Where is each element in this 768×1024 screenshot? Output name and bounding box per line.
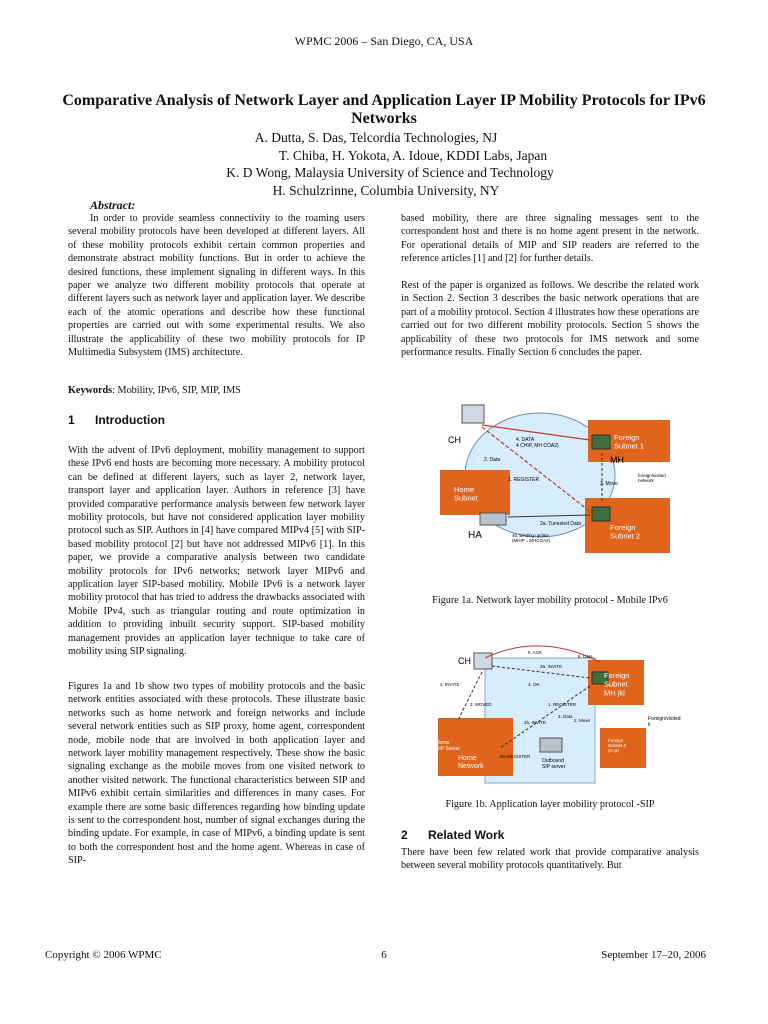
laptop-icon	[592, 435, 610, 449]
computer-icon	[462, 405, 484, 423]
server-icon	[540, 738, 562, 752]
outbound-label: Outbound SIP server	[542, 758, 566, 770]
visited-label: Foreign/visited k	[648, 716, 681, 728]
reinvite-label: 3a. INVITE	[540, 664, 563, 669]
home-subnet-box	[440, 470, 510, 515]
paragraph-text: Rest of the paper is organized as follows. We describe the related work in Section 2. Section 3 describes the basic network operations that are part of a mobility protocol. Section 4 illustrates how these operations are carried out for two different mobility protocols. Section 5 shows the applicability of these two protocols for IMS network and some performance results. Finally Section 6 concludes the paper.	[401, 280, 699, 359]
related-work-paragraph	[401, 846, 699, 873]
foreign-subnet-label: Foreign Subnet MH jkl	[604, 671, 630, 698]
section-heading-related-work	[401, 828, 504, 842]
section-title: Introduction	[95, 413, 165, 427]
home-network-label: Home Network	[458, 755, 484, 771]
tunnel-label: 2a. Tunneled Data	[540, 521, 581, 527]
reinvite2-label: 4b. INVITE	[524, 720, 547, 725]
right-paragraph-1	[401, 212, 699, 266]
move-label: 3. Move	[600, 481, 618, 487]
author-list	[0, 129, 768, 199]
figure-1a-diagram	[420, 395, 675, 555]
keywords	[68, 384, 365, 397]
paragraph-text: With the advent of IPv6 deployment, mobility management to support these IPv6 end hosts are becoming more necessary. A mobility protocol can be defined at different layers, such as layer 2, network layer, transport layer and application layer. Authors in reference [3] have provided comparative performance analysis between few network layer mobility protocols, but have not considered application layer mobility protocol such as SIP. Authors in [4] have compared MIPv4 [5] with SIP-based mobility protocol [2] but have not addressed MIPv6 [1]. In this paper, we provide a comparative analysis between two candidate mobility protocols for IPv6 networks; network layer MIPv6 and application layer SIP-based mobility. Mobile IPv6 is a network layer mobility protocol that has tried to address the drawbacks associated with Mobile IPv4, such as triangular routing and route optimization in addition to providing inbuilt security support. SIP-based mobility management provides an application layer technique to take care of mobility using SIP signaling.	[68, 445, 365, 658]
abstract-body	[68, 212, 365, 359]
author-line: H. Schulzrinne, Columbia University, NY	[272, 182, 500, 198]
ack-label: 5. ACK	[528, 650, 543, 655]
paragraph-text: Figures 1a and 1b show two types of mobility protocols and the basic network entities associated with these protocols. These illustrate basic networks such as home network and foreign networks and include several network entities such as SIP proxy, home agent, correspondent node, mobile node that are involved in both application layer and network layer mobility management respectively. These show the basic signaling exchange as the mobile moves from one visited network to another visited network. The functional characteristics between SIP and MIPv6 exhibit certain similarities and differences in many cases. For example there are some basic differences regarding how binding update is sent to the correspondent host, number of signal exchanges during the binding update. For example, in case of MIPv6, a binding update is sent to both the correspondent host and the home agent. Whereas in case of SIP-	[68, 681, 365, 867]
data2-label: 2. Data	[484, 457, 501, 463]
invite-label: 2. INVITE	[440, 682, 460, 687]
data-label: 6. Data	[578, 654, 593, 659]
ok-label: 4. OK	[528, 682, 540, 687]
moved-label: 3. MOVED	[470, 702, 492, 707]
paragraph-text: There have been few related work that provide comparative analysis between several mobility protocols quantitatively. But	[401, 847, 699, 872]
mh-label: MH	[610, 455, 624, 465]
section-number: 1	[68, 413, 75, 427]
running-header: WPMC 2006 – San Diego, CA, USA	[294, 34, 474, 48]
data3-label: 3. Data	[558, 714, 573, 719]
data-label: 4. DATA 4 CHIP, MH COA2)	[516, 437, 559, 449]
section-number: 2	[401, 828, 408, 842]
binding-label: 4b. binding update (MHIP→MHCOA2)	[512, 533, 550, 544]
paper-title: Comparative Analysis of Network Layer and Application Layer IP Mobility Protocols for IPv6 Networks	[62, 92, 706, 127]
home-subnet-label: Home Subnet	[454, 485, 478, 503]
foreign-subnet-1-label: Foreign Subnet 1	[614, 433, 645, 451]
ch-label: CH	[458, 656, 471, 666]
abstract-heading: Abstract:	[90, 198, 136, 212]
author-line: K. D Wong, Malaysia University of Science and Technology	[226, 165, 554, 180]
page-number: 6	[381, 949, 387, 961]
invite-arrow	[458, 672, 482, 720]
register-label: 1. REGISTER	[548, 702, 577, 707]
foreign-subnet-2-label: Foreign Subnet 2	[610, 523, 641, 541]
figure-1b-caption: Figure 1b. Application layer mobility protocol -SIP	[445, 799, 655, 810]
reregister-label: Re-REGISTER	[500, 754, 531, 759]
foreign-subnet-2-label: Foreign Subnet 2 IP=IP	[608, 738, 627, 754]
laptop-icon	[592, 507, 610, 521]
ha-label: HA	[468, 530, 482, 541]
abstract-text: In order to provide seamless connectivity to the roaming users several mobility protocols have been developed at different layers. All of these mobility protocols exhibit certain common properties and demonstrate abstract mobility functions. But in order to achieve the desired functions, these implement signaling in different ways. In this paper we analyze two different mobility protocols that operate at different layers such as network layer and application layer. We describe each of the atomic operations and describe how these functional properties are carried out with some experimental results. We also illustrate the applicability of these two mobility protocols for IP Multimedia Subsystem (IMS) architecture.	[68, 213, 365, 359]
footer-copyright: Copyright © 2006 WPMC	[45, 949, 162, 961]
paragraph-text: based mobility, there are three signaling messages sent to the correspondent host and there is no home agent present in the network. For operational details of MIP and SIP readers are referred to the reference articles [1] and [2] for further details.	[401, 213, 699, 265]
intro-paragraph-2	[68, 680, 365, 868]
section-title: Related Work	[428, 828, 505, 842]
visited-label: foreign/visited network	[638, 473, 666, 484]
register-label: 1. REGISTER	[508, 477, 540, 483]
author-line: T. Chiba, H. Yokota, A. Idoue, KDDI Labs, Japan	[278, 147, 548, 163]
figure-1b-diagram	[430, 638, 690, 786]
keywords-text: : Mobility, IPv6, SIP, MIP, IMS	[112, 385, 241, 396]
figure-1a-caption: Figure 1a. Network layer mobility protocol - Mobile IPv6	[432, 595, 668, 606]
keywords-label: Keywords	[68, 385, 113, 396]
computer-icon	[474, 653, 492, 669]
ch-label: CH	[448, 435, 461, 445]
home-sip-label: Home SIP Server	[436, 740, 461, 752]
move-label: 2. Move	[574, 718, 591, 723]
intro-paragraph-1	[68, 444, 365, 659]
router-icon	[480, 513, 506, 525]
right-paragraph-2	[401, 279, 699, 359]
footer-date: September 17–20, 2006	[601, 949, 706, 961]
section-heading-introduction	[68, 413, 165, 427]
author-line: A. Dutta, S. Das, Telcordia Technologies, NJ	[254, 130, 498, 145]
